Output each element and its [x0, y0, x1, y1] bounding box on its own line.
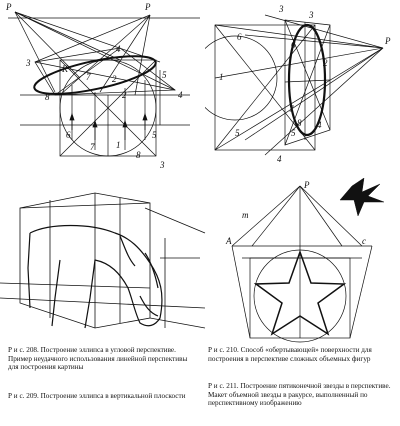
fig208-label-8: 8 [45, 92, 50, 102]
fig208-label-5: 5 [162, 70, 167, 80]
caption-210: Р и с. 210. Способ «обертывающей» поверхности для построения в перспективе сложных объемных фигур [208, 346, 372, 363]
fig208-label-3b: 3 [160, 160, 165, 170]
fig211-label-c: c [362, 236, 366, 246]
fig208-label-p-left: P [6, 2, 12, 12]
fig211-star-model [340, 178, 384, 216]
fig210-label-5: 5 [235, 128, 240, 138]
fig211-drawing [232, 186, 372, 342]
fig208-label-4b: 4 [178, 90, 183, 100]
figure-211 [212, 178, 400, 343]
figure-210 [205, 0, 400, 175]
fig211-label-a: A [226, 236, 232, 246]
caption-208: Р и с. 208. Построение эллипса в угловой перспективе. Пример неудачного использования линейной перспективы для построения картины [8, 346, 188, 372]
fig210-label-2: 2 [323, 58, 328, 68]
fig210-label-1: 1 [219, 72, 224, 82]
fig210-label-6: 6 [237, 32, 242, 42]
fig208-label-4: 4 [116, 44, 121, 54]
figure-208 [0, 0, 205, 175]
fig208-label-7b: 7 [90, 142, 95, 152]
fig210-label-4: 4 [317, 120, 322, 130]
fig210-label-3b: 3 [309, 10, 314, 20]
fig208-label-8b: 8 [136, 150, 141, 160]
fig210-label-8: 8 [297, 118, 302, 128]
caption-211: Р и с. 211. Построение пятиконечной звезды в перспективе. Макет объемной звезды в ракурсе, выполненный по перспективному изображению [208, 382, 391, 408]
fig210-label-6b: 6 [291, 40, 296, 50]
fig210-label-4b: 4 [277, 154, 282, 164]
fig208-label-p-right: P [145, 2, 151, 12]
fig210-label-p: P [385, 36, 391, 46]
fig208-label-1: 1 [116, 140, 121, 150]
fig208-drawing [8, 12, 200, 156]
fig208-label-k: K [62, 64, 69, 74]
caption-209: Р и с. 209. Построение эллипса в вертикальной плоскости [8, 392, 186, 400]
figure-209 [0, 178, 210, 343]
fig208-label-7: 7 [86, 72, 91, 82]
fig208-label-2b: 2 [122, 90, 127, 100]
fig208-arrows [70, 114, 147, 140]
fig208-label-3: 3 [26, 58, 31, 68]
fig208-label-6: 6 [66, 130, 71, 140]
fig208-label-5b: 5 [152, 130, 157, 140]
fig211-label-p: P [304, 180, 310, 190]
fig211-label-m: m [242, 210, 249, 220]
fig210-label-5b: 5 [291, 128, 296, 138]
fig210-label-7: 7 [289, 104, 294, 114]
fig209-perspective-box [0, 193, 205, 328]
fig208-label-2: 2 [112, 74, 117, 84]
fig210-label-3: 3 [279, 4, 284, 14]
